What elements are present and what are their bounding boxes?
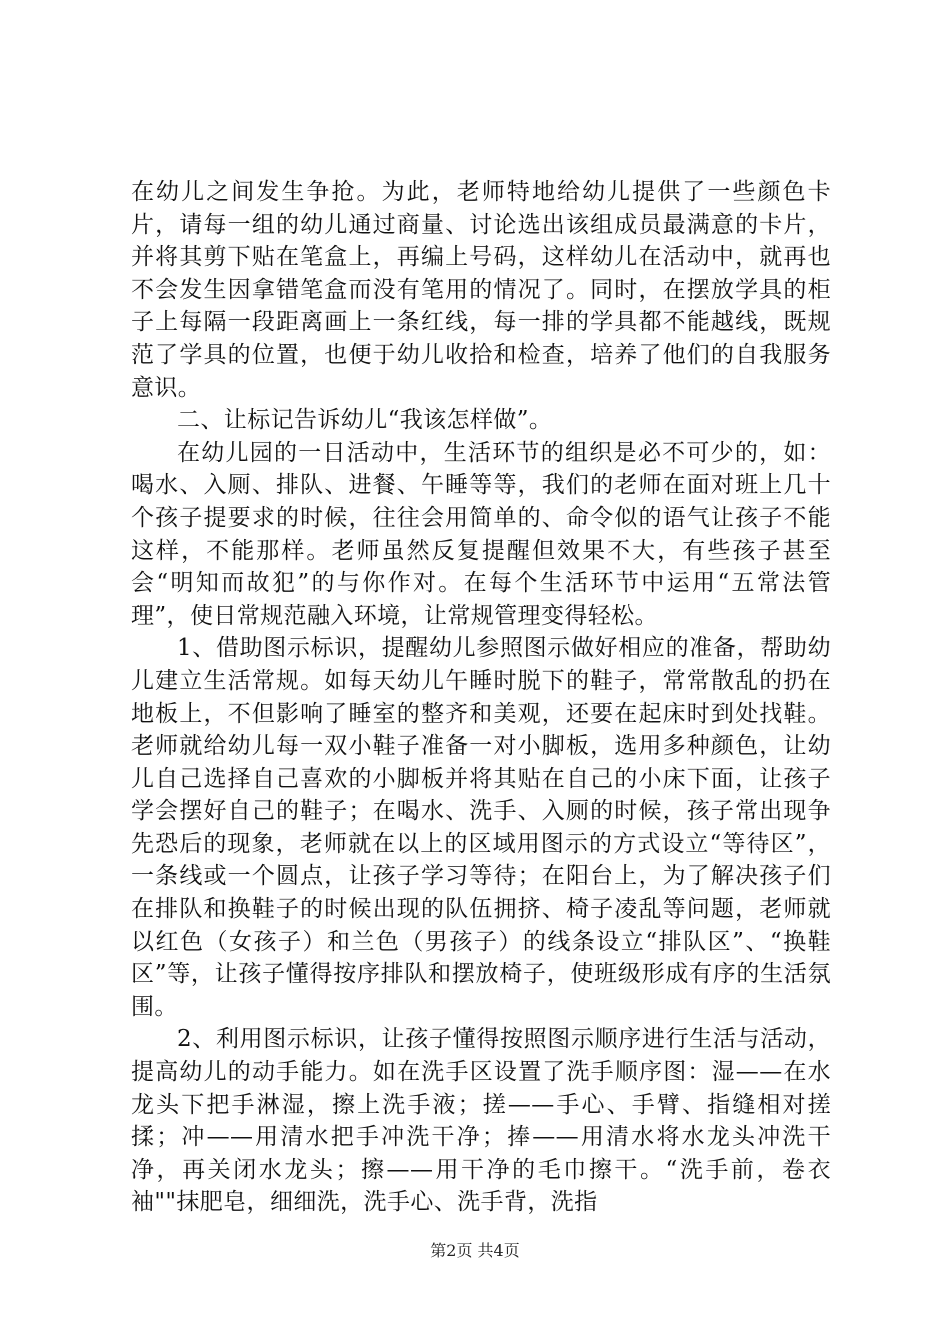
paragraph-item-2: 2、利用图示标识，让孩子懂得按照图示顺序进行生活与活动，提高幼儿的动手能力。如在洗手区设置了洗手顺序图：湿——在水龙头下把手淋湿，擦上洗手液；搓——手心、手臂、指缝相对搓揉；冲——用清水把手冲洗干净；捧——用清水将水龙头冲洗干净，再关闭水龙头；擦——用干净的毛巾擦干。“洗手前，卷衣袖""抹肥皂，细细洗，洗手心、洗手背，洗指 — [131, 1026, 831, 1216]
paragraph-continuation: 在幼儿之间发生争抢。为此，老师特地给幼儿提供了一些颜色卡片，请每一组的幼儿通过商量、讨论选出该组成员最满意的卡片，并将其剪下贴在笔盒上，再编上号码，这样幼儿在活动中，就再也不会发生因拿错笔盒而没有笔用的情况了。同时，在摆放学具的柜子上每隔一段距离画上一条红线，每一排的学具都不能越线，既规范了学具的位置，也便于幼儿收拾和检查，培养了他们的自我服务意识。 — [131, 179, 831, 401]
page-footer: 第2页 共4页 — [430, 1241, 520, 1260]
section-heading: 二、让标记告诉幼儿“我该怎样做”。 — [177, 407, 553, 434]
paragraph-item-1: 1、借助图示标识，提醒幼儿参照图示做好相应的准备，帮助幼儿建立生活常规。如每天幼儿午睡时脱下的鞋子，常常散乱的扔在地板上，不但影响了睡室的整齐和美观，还要在起床时到处找鞋。老师就给幼儿每一双小鞋子准备一对小脚板，选用多种颜色，让幼儿自己选择自己喜欢的小脚板并将其贴在自己的小床下面，让孩子学会摆好自己的鞋子；在喝水、洗手、入厕的时候，孩子常出现争先恐后的现象，老师就在以上的区域用图示的方式设立“等待区”，一条线或一个圆点，让孩子学习等待；在阳台上，为了解决孩子们在排队和换鞋子的时候出现的队伍拥挤、椅子凌乱等问题，老师就以红色（女孩子）和兰色（男孩子）的线条设立“排队区”、“换鞋区”等，让孩子懂得按序排队和摆放椅子，使班级形成有序的生活氛围。 — [131, 635, 831, 1020]
document-body — [131, 176, 831, 1219]
paragraph-intro: 在幼儿园的一日活动中，生活环节的组织是必不可少的，如：喝水、入厕、排队、进餐、午睡等等，我们的老师在面对班上几十个孩子提要求的时候，往往会用简单的、命令似的语气让孩子不能这样，不能那样。老师虽然反复提醒但效果不大，有些孩子甚至会“明知而故犯”的与你作对。在每个生活环节中运用“五常法管理”，使日常规范融入环境，让常规管理变得轻松。 — [131, 439, 831, 629]
